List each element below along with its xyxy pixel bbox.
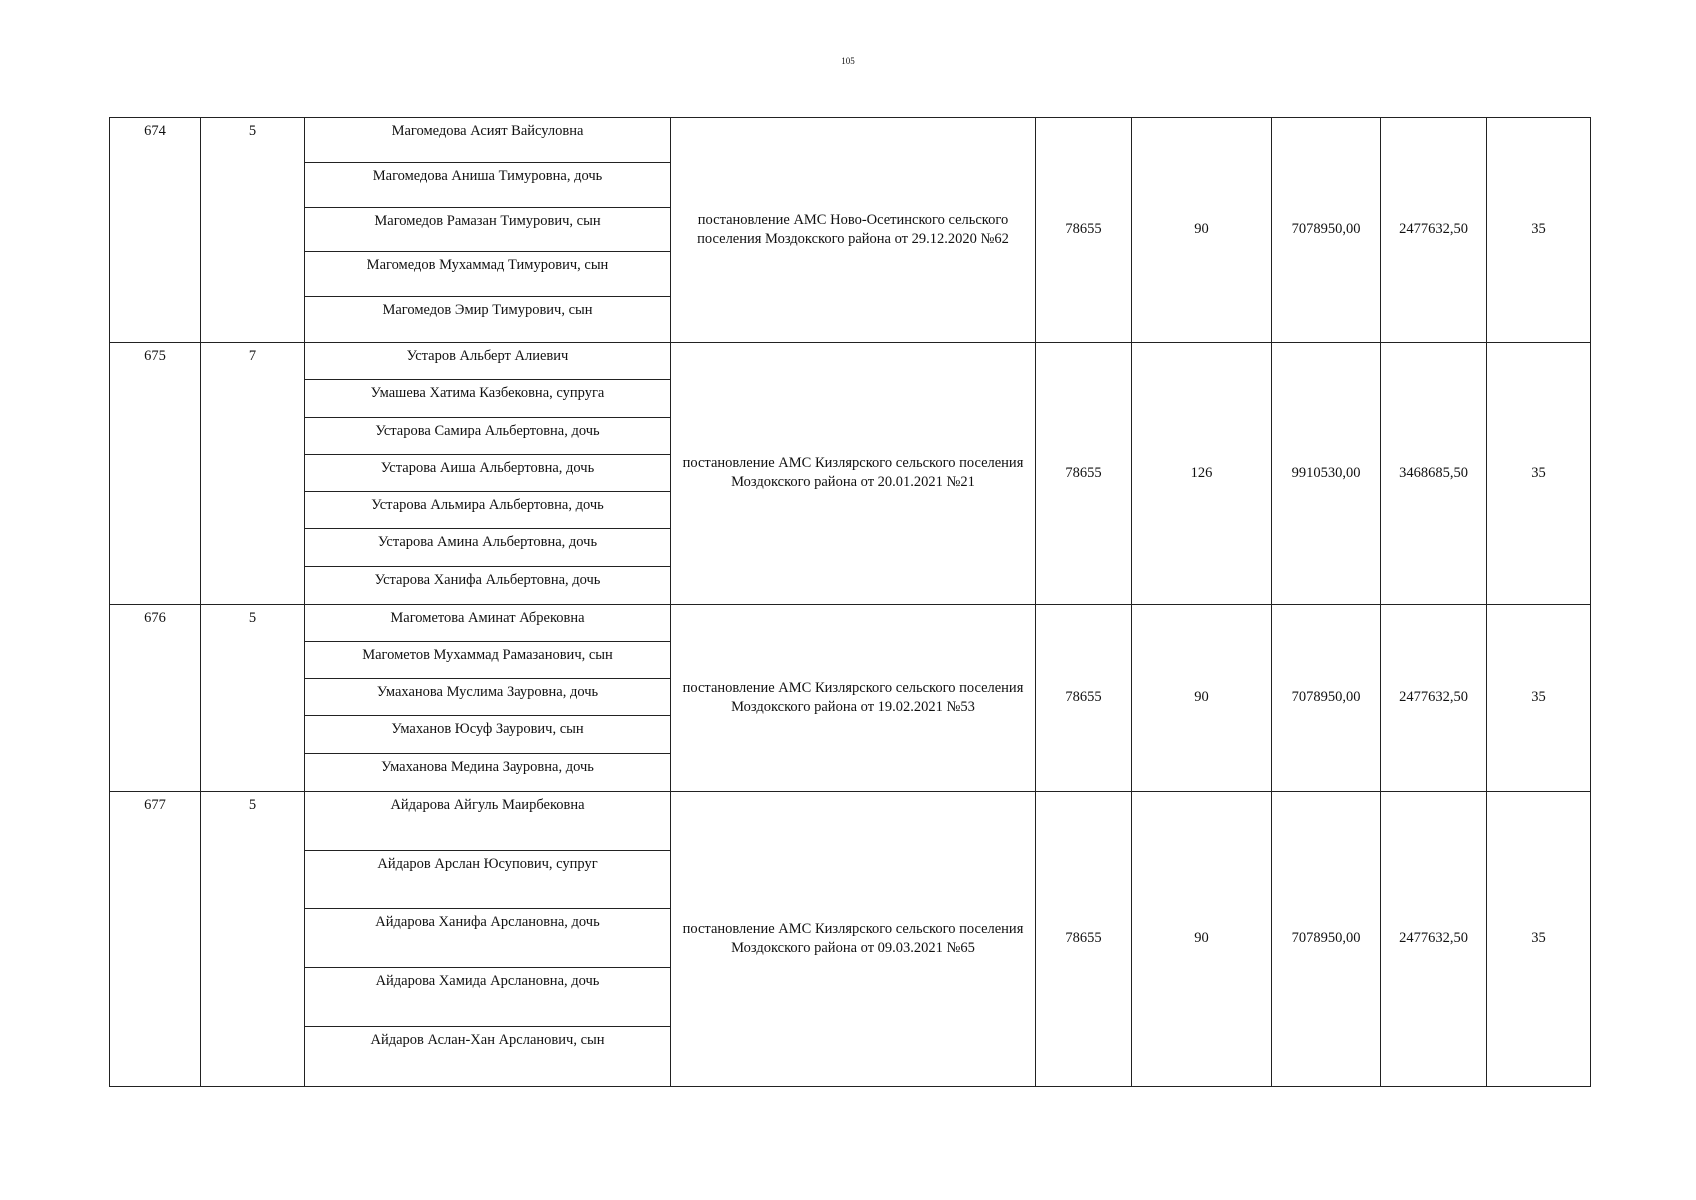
family-member: Магомедова Асият Вайсуловна: [305, 118, 670, 163]
decree-text: постановление АМС Кизлярского сельского поселения Моздокского района от 09.03.2021 №65: [682, 920, 1024, 956]
decree-text: постановление АМС Ново-Осетинского сельского поселения Моздокского района от 29.12.2020 №62: [697, 211, 1009, 247]
family-members: [305, 118, 671, 343]
page-number: 105: [841, 56, 855, 66]
area: 90: [1132, 604, 1272, 791]
area: 90: [1132, 118, 1272, 343]
total-amount: 9910530,00: [1272, 342, 1381, 604]
family-member: Устарова Амина Альбертовна, дочь: [305, 529, 670, 566]
decree-text: постановление АМС Кизлярского сельского поселения Моздокского района от 20.01.2021 №21: [682, 455, 1024, 491]
family-member: Айдарова Ханифа Арслановна, дочь: [305, 909, 670, 968]
family-member: Магомедов Эмир Тимурович, сын: [382, 302, 593, 319]
family-size: 5: [201, 791, 305, 1086]
norm-cost: 78655: [1036, 342, 1132, 604]
total-amount: 7078950,00: [1272, 118, 1381, 343]
family-members: [305, 342, 671, 604]
family-member: Устарова Самира Альбертовна, дочь: [305, 418, 670, 455]
decree-reference: [671, 342, 1036, 604]
family-member: Айдаров Арслан Юсупович, супруг: [305, 851, 670, 910]
table-row: [110, 342, 1591, 604]
family-size: 7: [201, 342, 305, 604]
registry-table: [109, 117, 1591, 1087]
table-row: [110, 118, 1591, 343]
decree-text: постановление АМС Кизлярского сельского поселения Моздокского района от 19.02.2021 №53: [682, 679, 1024, 715]
payment-amount: 2477632,50: [1381, 118, 1487, 343]
record-number: 676: [110, 604, 201, 791]
family-member: Умашева Хатима Казбековна, супруга: [305, 380, 670, 417]
table-row: [110, 604, 1591, 791]
record-number: 674: [110, 118, 201, 343]
decree-reference: [671, 791, 1036, 1086]
area: 126: [1132, 342, 1272, 604]
payment-amount: 2477632,50: [1381, 604, 1487, 791]
family-member: Устаров Альберт Алиевич: [305, 343, 670, 380]
norm-cost: 78655: [1036, 118, 1132, 343]
norm-cost: 78655: [1036, 604, 1132, 791]
family-member: Магомедов Мухаммад Тимурович, сын: [305, 252, 670, 297]
norm-cost: 78655: [1036, 791, 1132, 1086]
payment-amount: 2477632,50: [1381, 791, 1487, 1086]
family-member: Магомедова Аниша Тимуровна, дочь: [305, 163, 670, 208]
decree-reference: [671, 604, 1036, 791]
record-number: 675: [110, 342, 201, 604]
family-member: Магометов Мухаммад Рамазанович, сын: [305, 642, 670, 679]
family-members: [305, 791, 671, 1086]
family-member: Устарова Аиша Альбертовна, дочь: [305, 455, 670, 492]
percent: 35: [1487, 604, 1591, 791]
family-size: 5: [201, 604, 305, 791]
percent: 35: [1487, 791, 1591, 1086]
family-member: Умаханова Муслима Зауровна, дочь: [305, 679, 670, 716]
family-size: 5: [201, 118, 305, 343]
family-member: Умаханова Медина Зауровна, дочь: [381, 758, 594, 775]
family-member: Айдаров Аслан-Хан Арсланович, сын: [370, 1031, 605, 1048]
record-number: 677: [110, 791, 201, 1086]
table-row: [110, 791, 1591, 1086]
family-member: Магомедов Рамазан Тимурович, сын: [305, 208, 670, 253]
payment-amount: 3468685,50: [1381, 342, 1487, 604]
total-amount: 7078950,00: [1272, 604, 1381, 791]
family-member: Умаханов Юсуф Заурович, сын: [305, 716, 670, 753]
family-member: Устарова Альмира Альбертовна, дочь: [305, 492, 670, 529]
percent: 35: [1487, 118, 1591, 343]
percent: 35: [1487, 342, 1591, 604]
family-member: Айдарова Айгуль Маирбековна: [305, 792, 670, 851]
family-member: Магометова Аминат Абрековна: [305, 605, 670, 642]
family-members: [305, 604, 671, 791]
family-member: Айдарова Хамида Арслановна, дочь: [305, 968, 670, 1027]
area: 90: [1132, 791, 1272, 1086]
family-member: Устарова Ханифа Альбертовна, дочь: [374, 571, 601, 588]
decree-reference: [671, 118, 1036, 343]
total-amount: 7078950,00: [1272, 791, 1381, 1086]
